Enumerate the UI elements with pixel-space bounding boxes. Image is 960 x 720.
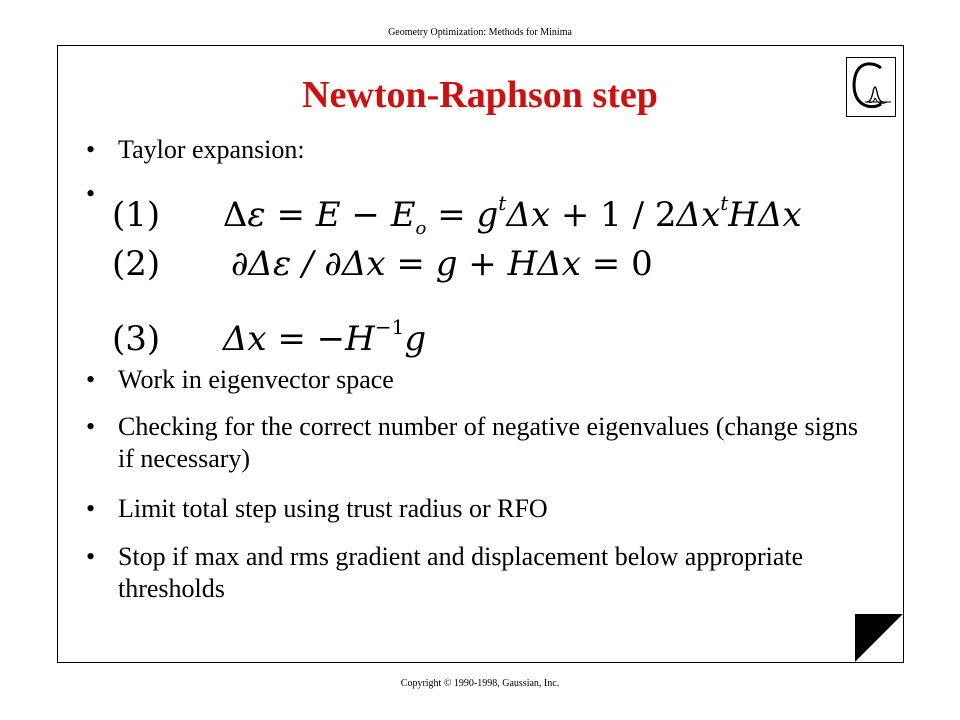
bullet-taylor: Taylor expansion: — [118, 135, 305, 164]
corner-fold-icon — [855, 614, 903, 662]
slide-footer: Copyright © 1990-1998, Gaussian, Inc. — [400, 678, 560, 689]
bullet-marker: • — [86, 365, 96, 394]
bullet-marker: • — [86, 542, 96, 571]
bullet-marker: • — [86, 412, 96, 441]
bullet-eigenvector: Work in eigenvector space — [118, 365, 394, 394]
equation-3: (3) $\Delta x = -H^{-1}g$ — [112, 315, 427, 359]
slide-header: Geometry Optimization: Methods for Minima — [388, 27, 572, 38]
bullet-negative-eigenvalues: Checking for the correct number of negative eigenvalues (change signs if necessary) — [118, 412, 858, 473]
bullet-trust-radius: Limit total step using trust radius or RFO — [118, 494, 548, 523]
bullet-stop-criteria: Stop if max and rms gradient and displacement below appropriate thresholds — [118, 542, 804, 603]
bullet-marker: • — [86, 494, 96, 523]
equation-2: (2) ∂Δε / ∂Δx = g + HΔx = 0 — [112, 244, 653, 284]
slide-title: Newton-Raphson step — [302, 74, 658, 116]
equation-1: (1) $\Delta\varepsilon = E - E_o = g^t\Delta x + 1 / 2\Delta x^tH\Delta x$ — [112, 191, 802, 239]
bullet-marker: • — [86, 179, 96, 208]
bullet-marker: • — [86, 135, 96, 164]
